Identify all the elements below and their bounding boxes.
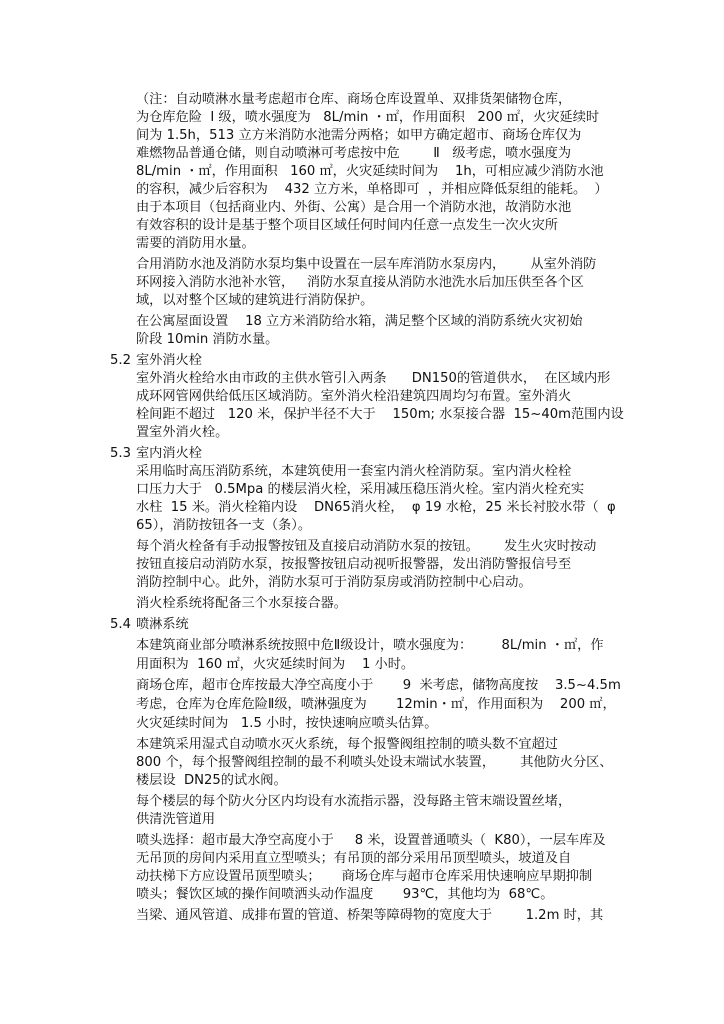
- paragraph-line: 楼层设 DN25的试水阀。: [136, 773, 287, 788]
- paragraph-line: 按钮直接启动消防水泵，按报警按钮启动视听报警器，发出消防警报信号至: [136, 557, 572, 572]
- intro-line: 为仓库危险 Ⅰ 级，喷水强度为 8L/min ・㎡，作用面积 200 ㎡，火灾延续时: [136, 110, 600, 125]
- paragraph-line: 每个楼层的每个防火分区内均设有水流指示器，没每路主管末端设置丝堵，: [136, 794, 572, 809]
- section-number: 5.2: [110, 353, 131, 368]
- intro-line: 合用消防水池及消防水泵均集中设置在一层车库消防水泵房内， 从室外消防: [136, 257, 597, 272]
- paragraph-line: 水柱 15 米。消火栓箱内设 DN65消火栓， φ 19 水枪，25 米长衬胶水带（ φ: [136, 500, 616, 515]
- paragraph-line: 800 个，每个报警阀组控制的最不利喷头处设末端试水装置， 其他防火分区、: [136, 755, 613, 770]
- section-title: 室内消火栓: [136, 446, 202, 461]
- paragraph-line: 室外消火栓给水由市政的主供水管引入两条 DN150的管道供水， 在区域内形: [136, 371, 611, 386]
- section-number: 5.4: [110, 617, 131, 632]
- intro-line: 域，以对整个区域的建筑进行消防保护。: [136, 293, 374, 308]
- paragraph-line: 当梁、通风管道、成排布置的管道、桥架等障碍物的宽度大于 1.2m 时，其: [136, 908, 604, 923]
- paragraph-line: 无吊顶的房间内采用直立型喷头；有吊顶的部分采用吊顶型喷头，坡道及自: [136, 851, 572, 866]
- paragraph-line: 考虑，仓库为仓库危险Ⅱ级，喷淋强度为 12min・㎡，作用面积为 200 ㎡，: [136, 697, 616, 712]
- paragraph-line: 喷头选择：超市最大净空高度小于 8 米，设置普通喷头（ K80），一层车库及: [136, 833, 606, 848]
- paragraph-line: 商场仓库，超市仓库按最大净空高度小于 9 米考虑，储物高度按 3.5~4.5m: [136, 678, 621, 693]
- section-title: 喷淋系统: [136, 617, 189, 632]
- intro-line: 需要的消防用水量。: [136, 236, 255, 251]
- paragraph-line: 栓间距不超过 120 米，保护半径不大于 150m; 水泵接合器 15~40m范围内设: [136, 407, 624, 422]
- intro-line: 环网接入消防水池补水管， 消防水泵直接从消防水池洗水后加压供至各个区: [136, 275, 584, 290]
- intro-line: 由于本项目（包括商业内、外街、公寓）是合用一个消防水池，故消防水池: [136, 200, 572, 215]
- paragraph-line: 65），消防按钮各一支（条）。: [136, 518, 312, 533]
- paragraph-line: 消防控制中心。此外，消防水泵可于消防泵房或消防控制中心启动。: [136, 575, 532, 590]
- paragraph-line: 本建筑采用湿式自动喷水灭火系统，每个报警阀组控制的喷头数不宜超过: [136, 737, 558, 752]
- paragraph-line: 成环网管网供给低压区域消防。室外消火栓沿建筑四周均匀布置。室外消火: [136, 389, 572, 404]
- paragraph-line: 本建筑商业部分喷淋系统按照中危Ⅱ级设计，喷水强度为： 8L/min ・㎡，作: [136, 638, 604, 653]
- paragraph-line: 每个消火栓备有手动报警按钮及直接启动消防水泵的按钮。 发生火灾时按动: [136, 539, 597, 554]
- paragraph-line: 口压力大于 0.5Mpa 的楼层消火栓，采用减压稳压消火栓。室内消火栓充实: [136, 482, 585, 497]
- intro-line: 8L/min ・㎡，作用面积 160 ㎡，火灾延续时间为 1h，可相应减少消防水池: [136, 164, 604, 179]
- paragraph-line: 喷头；餐饮区域的操作间喷洒头动作温度 93℃，其他均为 68℃。: [136, 887, 554, 902]
- intro-line: 在公寓屋面设置 18 立方米消防给水箱，满足整个区域的消防系统火灾初始: [136, 314, 583, 329]
- intro-line: 有效容积的设计是基于整个项目区域任何时间内任意一点发生一次火灾所: [136, 218, 558, 233]
- section-number: 5.3: [110, 446, 131, 461]
- paragraph-line: 消火栓系统将配备三个水泵接合器。: [136, 596, 347, 611]
- paragraph-line: 置室外消火栓。: [136, 425, 229, 440]
- paragraph-line: 火灾延续时间为 1.5 小时，按快速响应喷头估算。: [136, 716, 438, 731]
- intro-line: 间为 1.5h，513 立方米消防水池需分两格；如甲方确定超市、商场仓库仅为: [136, 128, 582, 143]
- section-title: 室外消火栓: [136, 353, 202, 368]
- paragraph-line: 用面积为 160 ㎡，火灾延续时间为 1 小时。: [136, 657, 415, 672]
- intro-line: （注：自动喷淋水量考虑超市仓库、商场仓库设置单、双排货架储物仓库，: [136, 92, 572, 107]
- paragraph-line: 供清洗管道用: [136, 812, 216, 827]
- intro-line: 阶段 10min 消防水量。: [136, 332, 279, 347]
- paragraph-line: 采用临时高压消防系统，本建筑使用一套室内消火栓消防泵。室内消火栓栓: [136, 464, 572, 479]
- intro-line: 难燃物品普通仓储，则自动喷淋可考虑按中危 Ⅱ 级考虑，喷水强度为: [136, 146, 572, 161]
- intro-line: 的容积，减少后容积为 432 立方米，单格即可 ，并相应降低泵组的能耗。 ）: [136, 182, 608, 197]
- paragraph-line: 动扶梯下方应设置吊顶型喷头； 商场仓库与超市仓库采用快速响应早期抑制: [136, 869, 593, 884]
